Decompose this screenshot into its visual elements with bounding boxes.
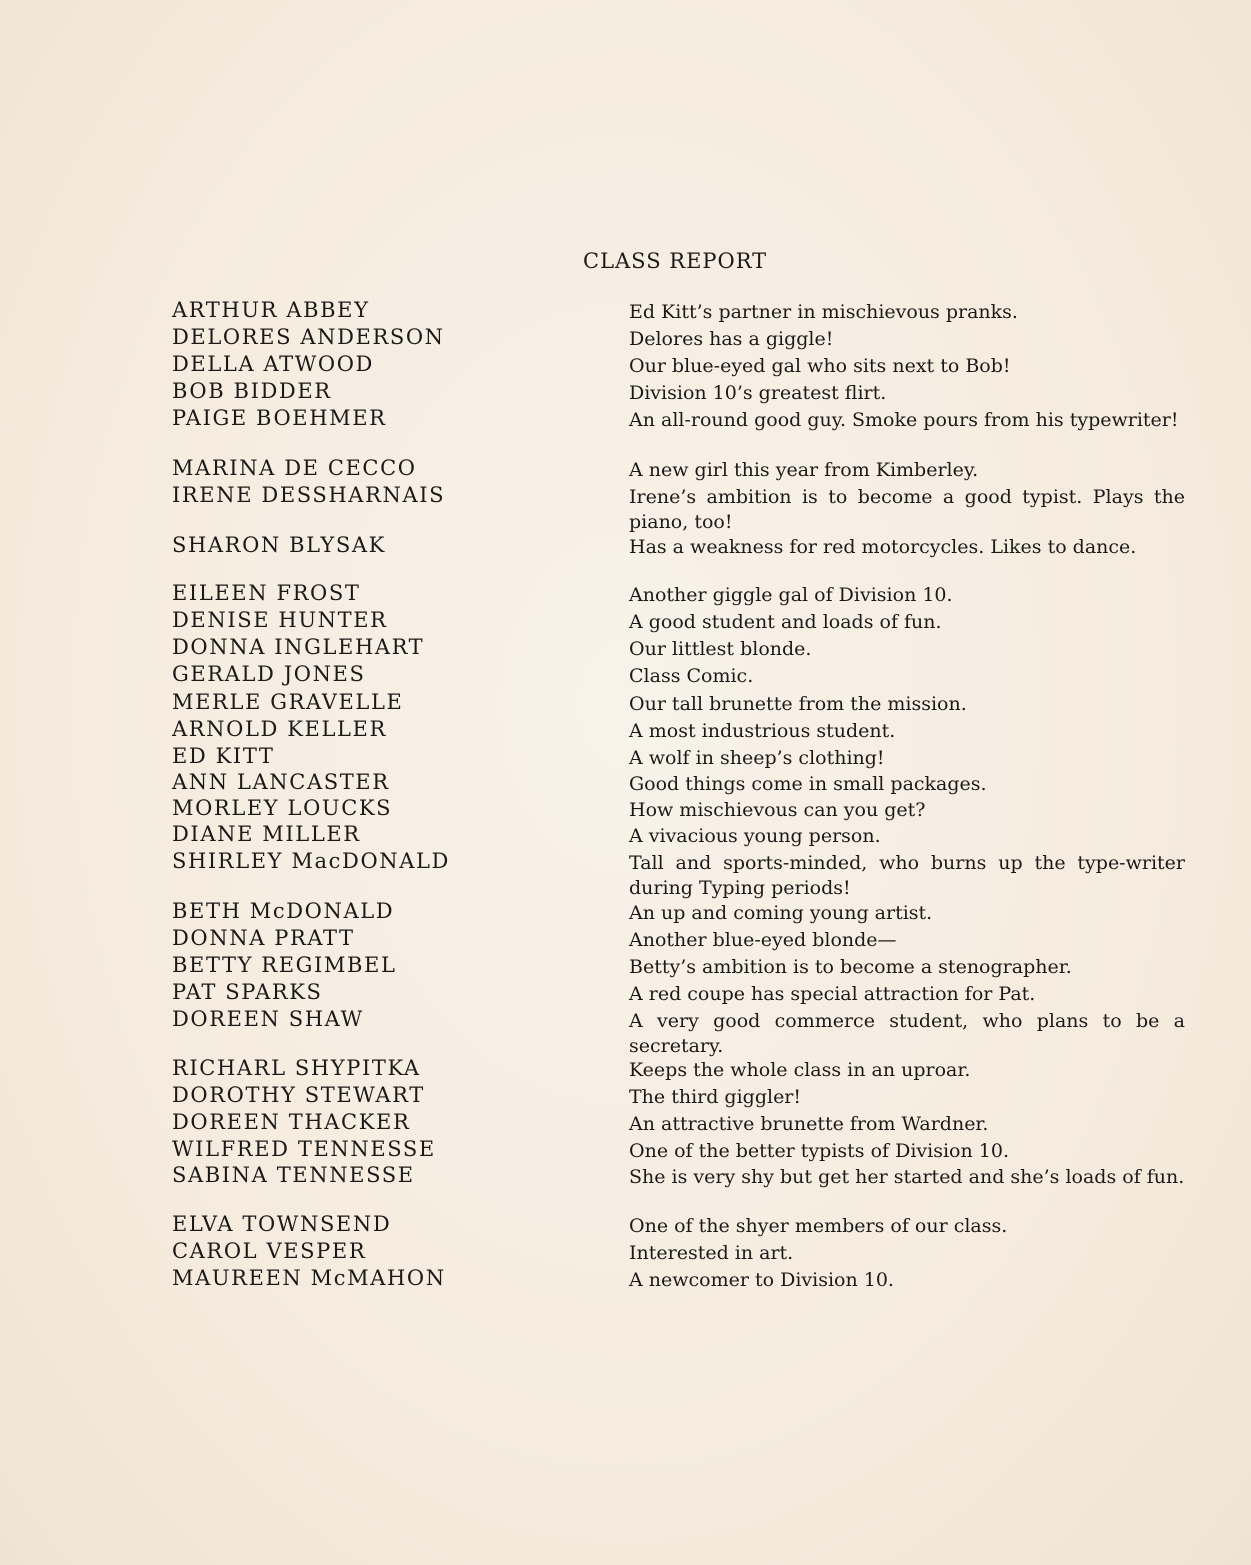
student-description: Another blue-eyed blonde— <box>629 929 897 951</box>
student-name: MARINA DE CECCO <box>172 456 417 480</box>
student-description: Good things come in small packages. <box>629 773 987 795</box>
student-name: DENISE HUNTER <box>172 608 388 632</box>
student-description: A wolf in sheep’s clothing! <box>629 747 885 769</box>
student-name: PAIGE BOEHMER <box>172 406 387 430</box>
student-description: Our tall brunette from the mission. <box>629 693 967 715</box>
student-description: An attractive brunette from Wardner. <box>629 1113 989 1135</box>
student-name: MORLEY LOUCKS <box>172 796 393 820</box>
student-name: DOREEN THACKER <box>172 1110 411 1134</box>
student-description: Ed Kitt’s partner in mischievous pranks. <box>629 301 1018 323</box>
student-name: CAROL VESPER <box>172 1239 367 1263</box>
student-description: Class Comic. <box>629 665 754 687</box>
student-description: A most industrious student. <box>629 720 896 742</box>
student-name: SHIRLEY MacDONALD <box>172 849 450 873</box>
page-title: CLASS REPORT <box>583 249 768 273</box>
student-description: Tall and sports-minded, who burns up the type-writer during Typing periods! <box>629 852 1185 899</box>
student-name: MAUREEN McMAHON <box>172 1266 446 1290</box>
student-name: DELLA ATWOOD <box>172 352 374 376</box>
student-description: The third giggler! <box>629 1086 802 1108</box>
student-description: Our littlest blonde. <box>629 638 812 660</box>
student-description: Interested in art. <box>629 1242 794 1264</box>
student-description: Delores has a giggle! <box>629 328 834 350</box>
student-name: EILEEN FROST <box>172 581 361 605</box>
student-description: A newcomer to Division 10. <box>629 1269 894 1291</box>
student-description: A very good commerce student, who plans to be a secretary. <box>629 1010 1185 1057</box>
student-description: Our blue-eyed gal who sits next to Bob! <box>629 355 1011 377</box>
student-name: WILFRED TENNESSE <box>172 1137 436 1161</box>
student-description: Keeps the whole class in an uproar. <box>629 1059 971 1081</box>
student-description: She is very shy but get her started and she’s loads of fun. <box>629 1166 1185 1188</box>
student-description: A vivacious young person. <box>629 825 881 847</box>
student-name: SABINA TENNESSE <box>172 1163 415 1187</box>
student-description: One of the shyer members of our class. <box>629 1215 1008 1237</box>
student-name: PAT SPARKS <box>172 980 323 1004</box>
student-name: ELVA TOWNSEND <box>172 1212 392 1236</box>
student-name: DONNA INGLEHART <box>172 635 425 659</box>
student-name: GERALD JONES <box>172 662 366 686</box>
student-name: BETTY REGIMBEL <box>172 953 397 977</box>
student-name: BETH McDONALD <box>172 899 395 923</box>
student-description: A new girl this year from Kimberley. <box>629 459 979 481</box>
student-description: A red coupe has special attraction for Pat. <box>629 983 1036 1005</box>
student-name: DIANE MILLER <box>172 822 361 846</box>
student-name: ARTHUR ABBEY <box>172 298 370 322</box>
student-name: BOB BIDDER <box>172 379 332 403</box>
student-name: MERLE GRAVELLE <box>172 690 404 714</box>
student-description: An all-round good guy. Smoke pours from his typewriter! <box>629 409 1179 431</box>
student-description: One of the better typists of Division 10. <box>629 1140 1009 1162</box>
student-description: Irene’s ambition is to become a good typist. Plays the piano, too! <box>629 486 1185 533</box>
student-name: ED KITT <box>172 744 275 768</box>
student-description: Betty’s ambition is to become a stenographer. <box>629 956 1072 978</box>
student-name: DONNA PRATT <box>172 926 355 950</box>
student-description: How mischievous can you get? <box>629 799 926 821</box>
student-name: ARNOLD KELLER <box>172 717 387 741</box>
student-name: ANN LANCASTER <box>172 770 390 794</box>
student-name: DELORES ANDERSON <box>172 325 445 349</box>
student-name: RICHARL SHYPITKA <box>172 1056 421 1080</box>
student-description: A good student and loads of fun. <box>629 611 942 633</box>
student-description: An up and coming young artist. <box>629 902 933 924</box>
student-name: DOREEN SHAW <box>172 1007 364 1031</box>
student-name: SHARON BLYSAK <box>172 533 386 557</box>
student-name: DOROTHY STEWART <box>172 1083 425 1107</box>
student-description: Has a weakness for red motorcycles. Likes to dance. <box>629 536 1137 558</box>
student-description: Another giggle gal of Division 10. <box>629 584 953 606</box>
student-description: Division 10’s greatest flirt. <box>629 382 887 404</box>
student-name: IRENE DESSHARNAIS <box>172 483 446 507</box>
